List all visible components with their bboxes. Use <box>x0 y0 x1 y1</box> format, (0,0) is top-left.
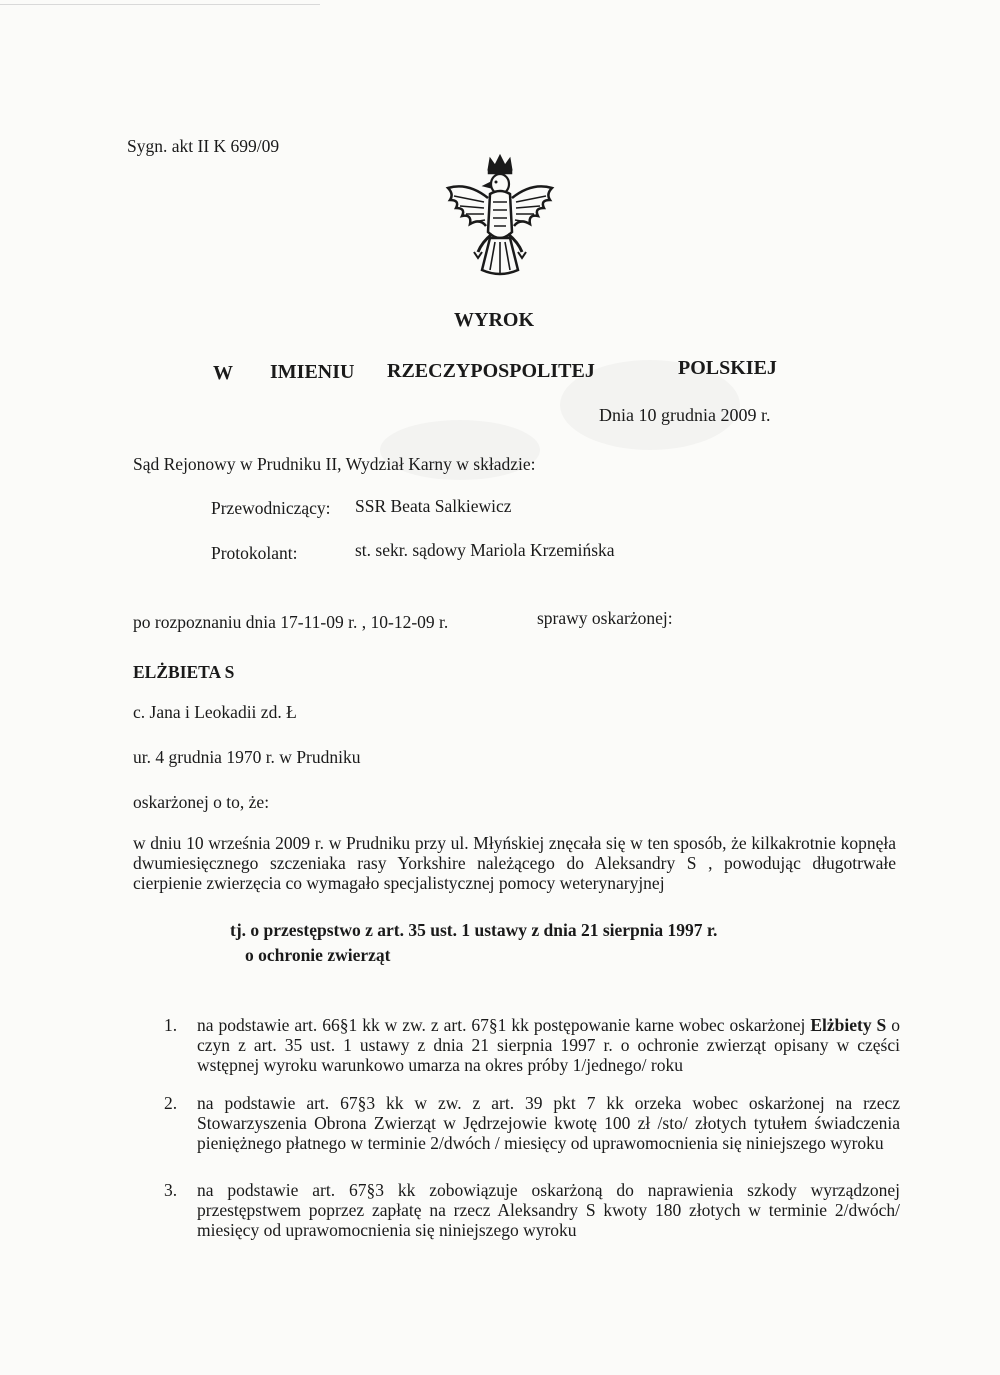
clerk-value: st. sekr. sądowy Mariola Krzemińska <box>355 540 615 560</box>
presiding-value: SSR Beata Salkiewicz <box>355 496 512 516</box>
ruling-text: na podstawie art. 67§3 kk zobowiązuje oskarżoną do naprawienia szkody wyrządzonej przestępstwem poprzez zapłatę na rzecz Aleksandry S kwoty 180 złotych w terminie 2/dwóch/ miesięcy od uprawomocnienia się niniejszego wyroku <box>197 1180 900 1240</box>
defendant-birth: ur. 4 grudnia 1970 r. w Prudniku <box>133 747 361 767</box>
title-word-w: W <box>213 362 233 384</box>
title-word-imieniu: IMIENIU <box>270 361 355 383</box>
defendant-parents: c. Jana i Leokadii zd. Ł <box>133 702 297 722</box>
clerk-label: Protokolant: <box>211 543 298 563</box>
legal-basis-line-2: o ochronie zwierząt <box>245 945 391 965</box>
case-of-defendant: sprawy oskarżonej: <box>537 608 673 628</box>
ruling-defendant-name: Elżbiety S <box>810 1015 887 1035</box>
charge-description: w dniu 10 września 2009 r. w Prudniku przy ul. Młyńskiej znęcała się w ten sposób, że kilkakrotnie kopnęła dwumiesięcznego szczeniaka rasy Yorkshire należącego do Aleksandry S , powodując długotrwałe cierpienie zwierzęcia co wymagało specjalistycznej pomocy weterynaryjnej <box>133 833 896 893</box>
title-word-rzeczypospolitej: RZECZYPOSPOLITEJ <box>387 360 595 382</box>
legal-basis-line-1: tj. o przestępstwo z art. 35 ust. 1 ustawy z dnia 21 sierpnia 1997 r. <box>230 920 718 940</box>
title-word-polskiej: POLSKIEJ <box>678 357 777 379</box>
court-line: Sąd Rejonowy w Prudniku II, Wydział Karny w składzie: <box>133 454 536 474</box>
charge-intro: oskarżonej o to, że: <box>133 792 270 812</box>
ruling-text-part: o czyn z art. 35 ust. 1 ustawy z dnia 21 sierpnia 1997 r. o ochronie zwierząt opisany w części wstępnej wyroku warunkowo umarza na okres próby 1/jednego/ roku <box>197 1015 901 1075</box>
ruling-number: 2. <box>164 1093 178 1113</box>
ruling-number: 3. <box>164 1180 178 1200</box>
ruling-text: na podstawie art. 67§3 kk w zw. z art. 39 pkt 7 kk orzeka wobec oskarżonej na rzecz Stowarzyszenia Obrona Zwierząt w Jędrzejowie kwotę 100 zł /sto/ złotych tytułem świadczenia pieniężnego płatnego w terminie 2/dwóch / miesięcy od uprawomocnienia się niniejszego wyroku <box>197 1093 900 1153</box>
presiding-label: Przewodniczący: <box>211 498 331 518</box>
document-title: WYROK <box>454 309 534 331</box>
hearing-dates: po rozpoznaniu dnia 17-11-09 r. , 10-12-09 r. <box>133 612 449 632</box>
ruling-text-part: na podstawie art. 66§1 kk w zw. z art. 67§1 kk postępowanie karne wobec oskarżonej <box>197 1015 811 1035</box>
ruling-number: 1. <box>164 1015 178 1035</box>
case-number: Sygn. akt II K 699/09 <box>127 136 280 156</box>
scan-artifact <box>0 4 320 5</box>
polish-eagle-emblem-icon <box>438 152 562 288</box>
judgment-date: Dnia 10 grudnia 2009 r. <box>599 405 771 425</box>
defendant-name: ELŻBIETA S <box>133 662 235 682</box>
ruling-text <box>197 1015 900 1075</box>
